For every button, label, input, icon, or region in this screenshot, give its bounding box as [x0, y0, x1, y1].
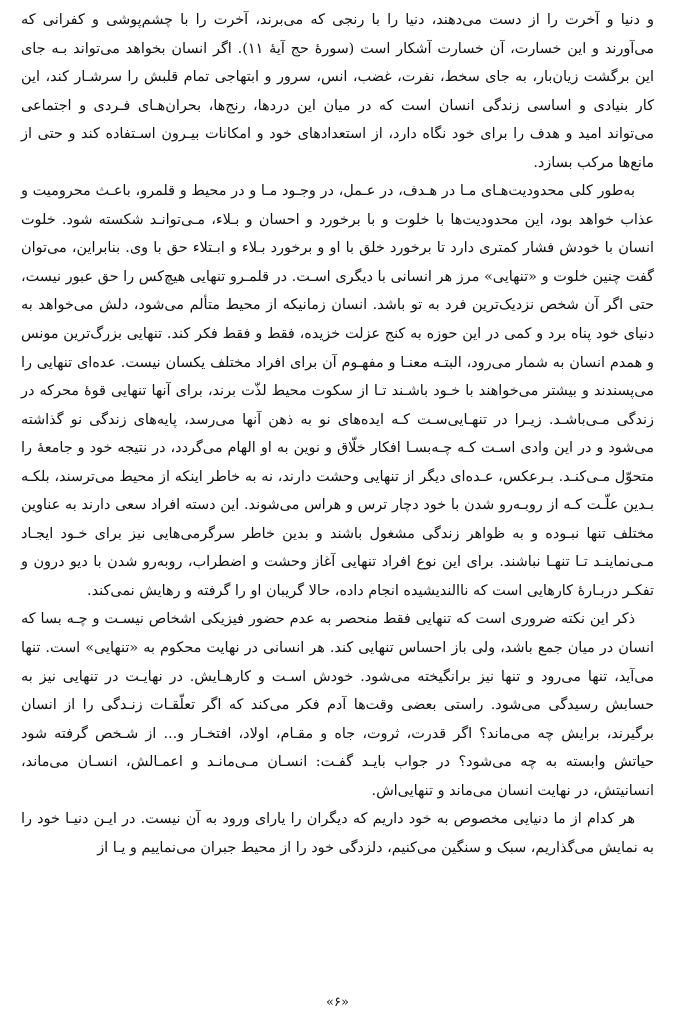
paragraph-3: ذکر این نکته ضروری است که تنهایی فقط منحصر به عدم حضور فیزیکی اشخاص نیسـت و چـه بسا که انسان در میان جمع باشد، ولی باز احساس تنهایی کند. هر انسانی در نهایت محکوم به «تنهایی» است. تنها می‌آید، تنها می‌رود و تنها نیز برانگیخته می‌شود. خودش اسـت و کارهـایش. در نهایـت در تنهایی نیز به حسابش رسیدگی می‌شود. راستی بعضی وقت‌ها آدم فکر می‌کند که اگر تعلّقـات زنـدگی را از انسان برگیرند، برایش چه می‌ماند؟ اگر قدرت، ثروت، جاه و مقـام، اولاد، افتخـار و... از شـخص گرفته شود حیاتش وابسته به چه می‌شود؟ در جواب بایـد گفـت: انسـان مـی‌مانـد و اعمـالش، انسـان می‌ماند، انسانیتش، در نهایت انسان می‌ماند و تنهایی‌اش. — [21, 611, 654, 799]
paragraph-4: هر کدام از ما دنیایی مخصوص به خود داریم که دیگران را یارای ورود به آن نیست. در ایـن دنیـا خود را به نمایش می‌گذاریم، سبک و سنگین می‌کنیم، دلزدگی خود را از محیط جبران می‌نماییم و یـا از — [21, 811, 654, 856]
paragraph-2: به‌طور کلی محدودیت‌هـای مـا در هـدف، در عـمل، در وجـود مـا و در محیط و قلمرو، باعـث محرومیت و عذاب خواهد بود، این محدودیت‌ها با خلوت و با برخورد و احسان و بـلاء، مـی‌توانـد شکسته شود. خلوت انسان با خودش فشار کمتری دارد تا برخورد خلق با او و برخورد بـلاء و ابـتلاء حق با وی. بنابراین، می‌توان گفت چنین خلوت و «تنهایی» مرز هر انسانی با دیگری اسـت. در قلمـرو تنهایی هیچ‌کس را حق عبور نیست، حتی اگر آن شخص نزدیک‌ترین فرد به تو باشد. انسان زمانیکه از محیط متألم می‌شود، دلش می‌خواهد به دنیای خود پناه برد و کمی در این حوزه به کنج عزلت خزیده، فقط و فقط فکر کند. تنهایی بزرگ‌ترین مونس و همدم انسان به شمار می‌رود، البتـه معنـا و مفهـوم آن برای افراد مختلف یکسان نیست. عده‌ای تنهایی را می‌پسندند و بیشتر می‌خواهند با خـود باشـند تـا از سکوت محیط لذّت برند، برای آنها تنهایی قوهٔ محرکه در زندگی مـی‌باشـد. زیـرا در تنهـایی‌سـت کـه ایده‌های نو به ذهن آنها می‌رسد، پایه‌های زندگی نو گذاشته می‌شود و در این وادی اسـت کـه چـه‌بسـا افکار خلّاق و نوین به او الهام می‌گردد، در نتیجه خود و جامعهٔ را متحوّل مـی‌کنـد. بـرعکس، عـده‌ای دیگر از تنهایی وحشت دارند، نه به خاطر اینکه از محیط می‌ترسند، بلکـه بـدین علّـت کـه از روبـه‌رو شدن با خود دچار ترس و هراس می‌شوند. این دسته افراد سعی دارند به عناوین مختلف تنها نبـوده و به ظواهر زندگی مشغول باشند و بدین خاطر سرگرمی‌هایی نیز برای خـود ایجـاد مـی‌نماینـد تـا تنهـا نباشند. برای این نوع افراد تنهایی آغاز وحشت و اضطراب، روبه‌رو شدن با دیو درون و تفکـر دربـارهٔ کارهایی است که ناالندیشیده انجام داده، حالا گریبان او را گرفته و رهایش نمی‌کند. — [21, 183, 654, 599]
page-number: «۶» — [326, 995, 349, 1010]
paragraph-1: و دنیا و آخرت را از دست می‌دهند، دنیا را با رنجی که می‌برند، آخرت را با چشم‌پوشی و کفرانی که می‌آورند و این خسارت، آن خسارت آشکار است (سورهٔ حج آیهٔ ۱۱). اگر انسان بخواهد می‌تواند بـه جای این برگشت زیان‌بار، به جای سخط، نفرت، غضب، انس، سرور و ابتهاجی تمام قلبش را سرشـار کند، این کار بنیادی و اساسی زندگی انسان است که در میان این دردها، رنج‌ها، بحران‌هـای فـردی و اجتماعی می‌تواند امید و هدف را برای خود نگاه دارد، از استعدادهای خود و امکانات بیـرون اسـتفاده کند و حتی از مانع‌ها مرکب بسازد. — [21, 12, 654, 171]
